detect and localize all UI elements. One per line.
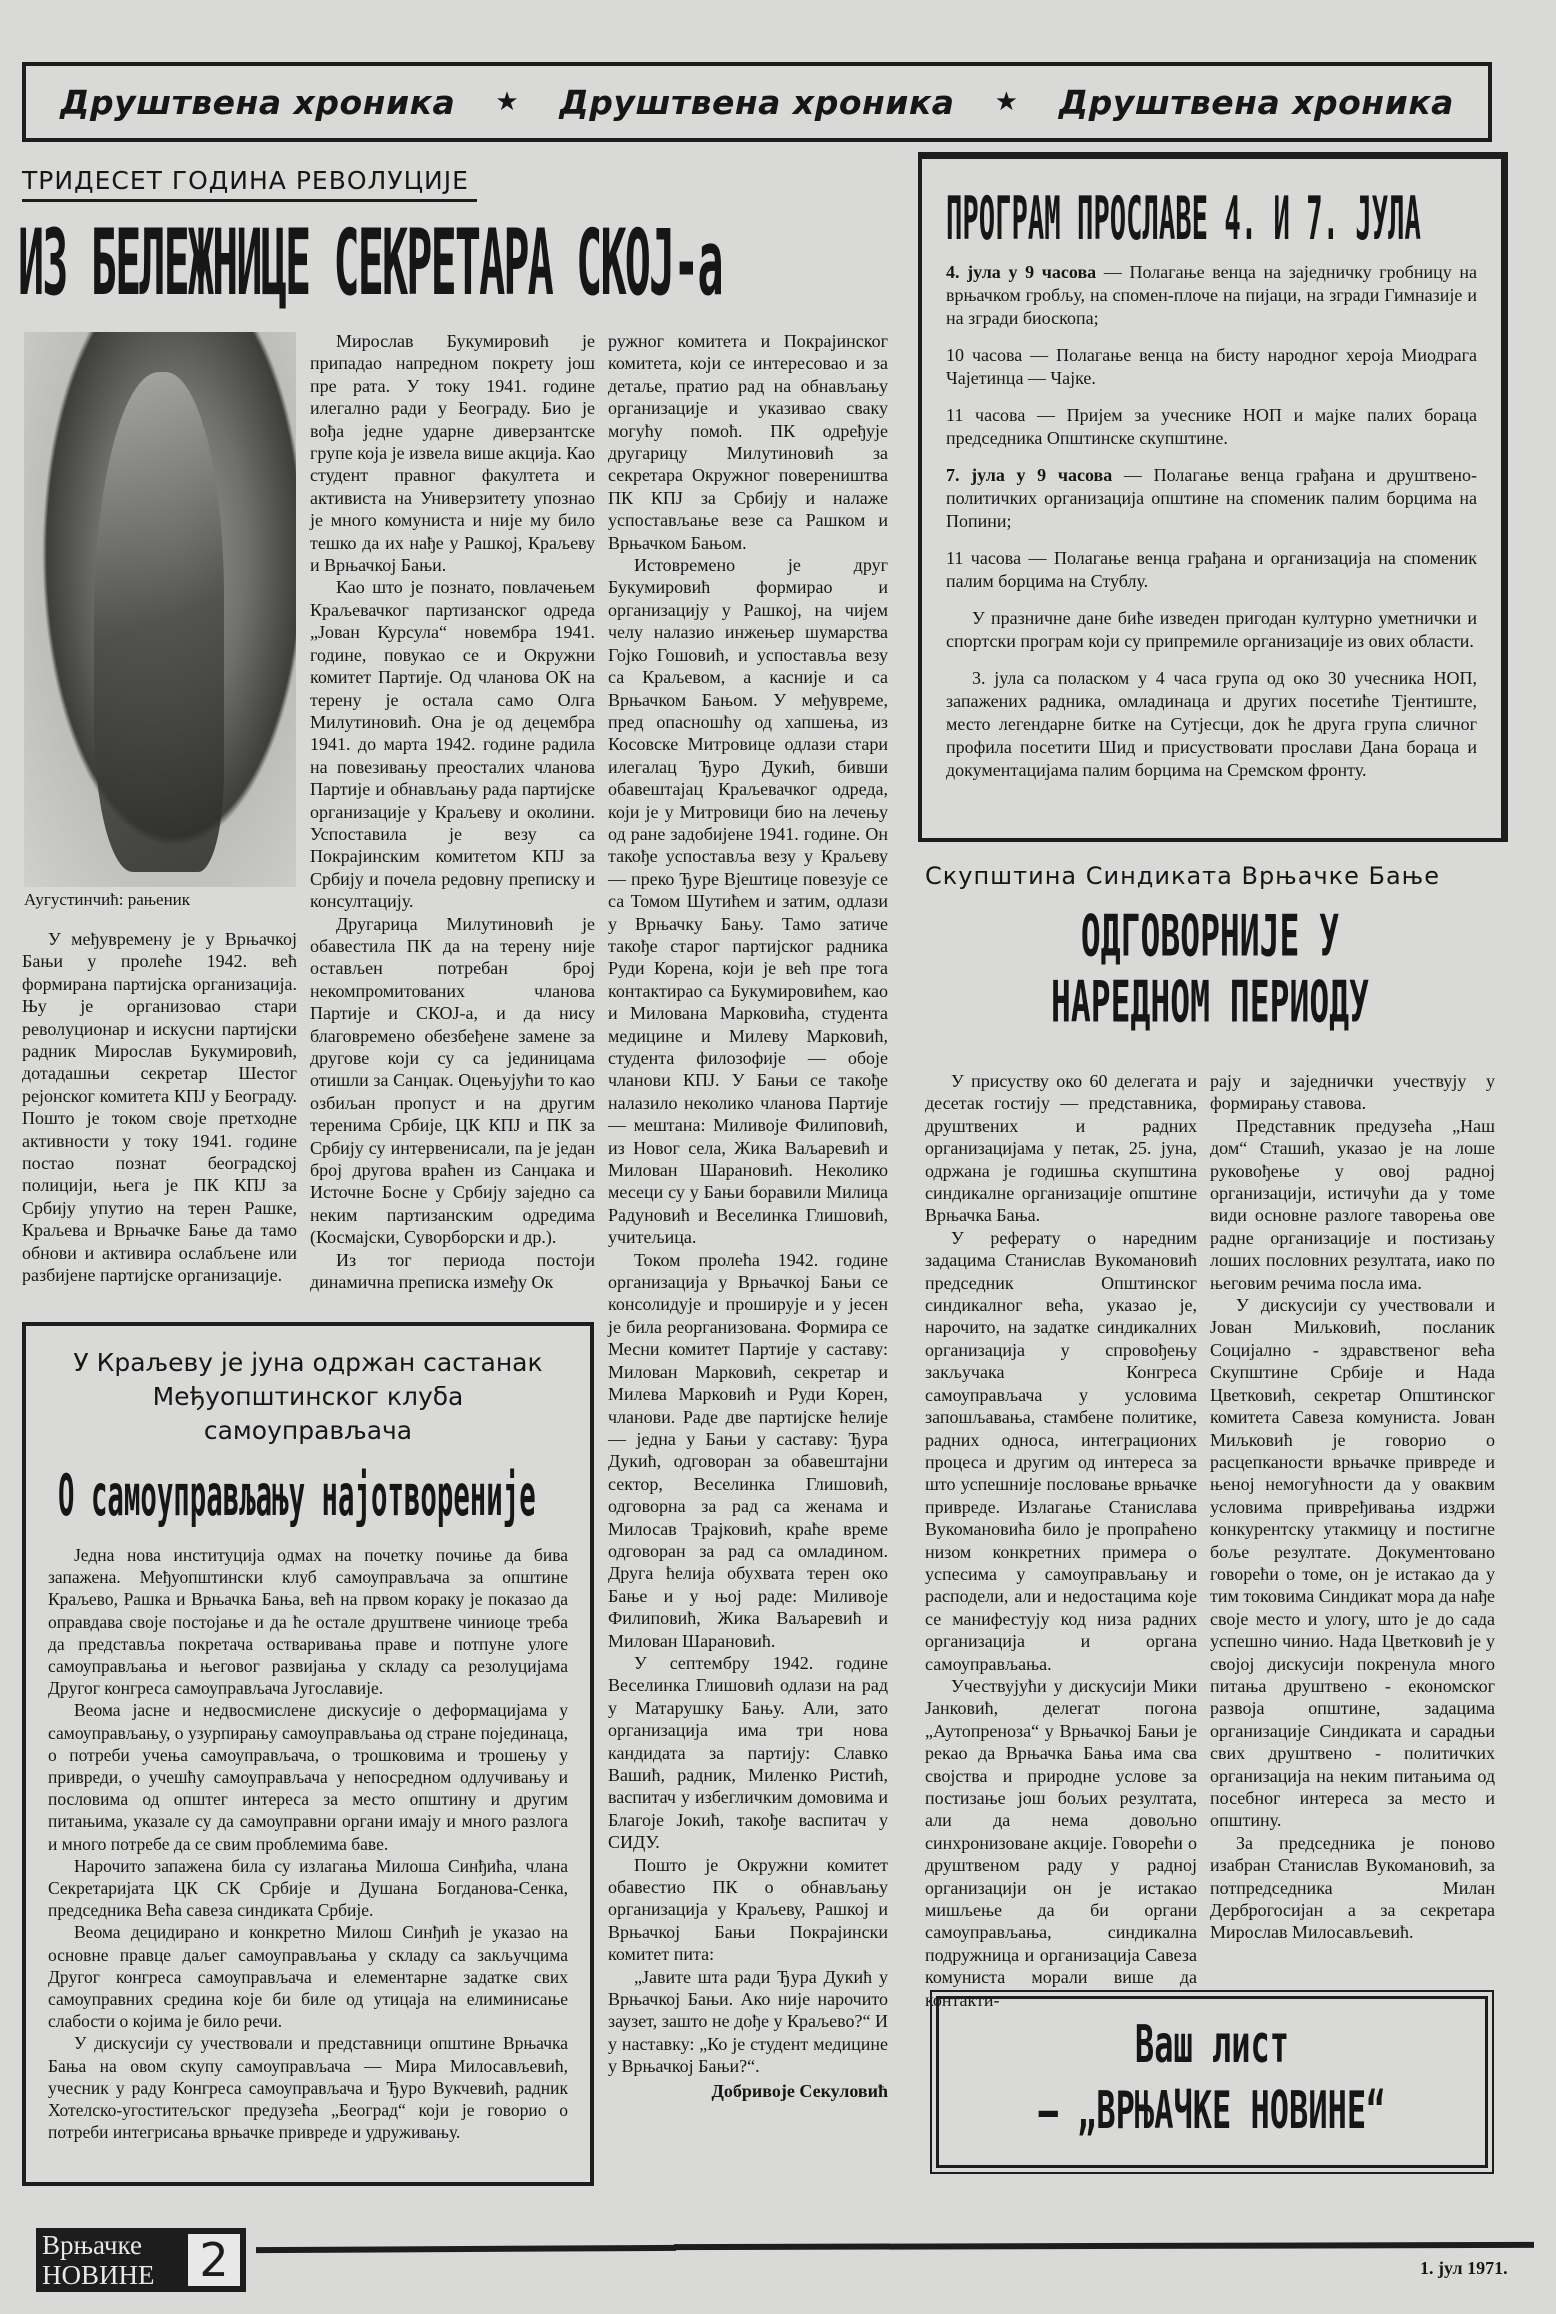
- footer-rule: [256, 2245, 676, 2253]
- article-column: [310, 330, 595, 1310]
- star-icon: ★: [495, 87, 520, 117]
- paragraph: ружног комитета и Покрајинског комитета, који се интересовао и за детаље, пратио рад на обнављању организације и указивао сваку могућу помоћ. ПК одређује другарицу Милутиновић за секретара Окружног повереништва ПК КПЈ за Србију и налаже успостављање везе са Рашком и Врњачком Бањом.: [608, 331, 888, 553]
- program-item: [946, 261, 1477, 330]
- newspaper-logo: [36, 2228, 246, 2292]
- article-body: [48, 1544, 568, 2234]
- paragraph: Нарочито запажена била су излагања Милоша Синђића, члана Секретаријата ЦК СК Србије и Душана Богданова-Сенка, председника Већа савеза синдиката Србије.: [48, 1855, 568, 1921]
- program-item: 11 часова — Полагање венца грађана и организација на споменик палим борцима на Стублу.: [946, 548, 1477, 591]
- paragraph: Истовремено је друг Букумировић формирао и организацију у Рашкој, на чијем челу налазио инжењер шумарства Гојко Гошовић, и успоставља везу са Краљевом, а касније и са Врњачком Бањом. У међувреме, пред опасношћу од хапшења, из Косовске Митровице одлази стари илегалац Ђуро Дукић, бивши обавештајац Краљевачког одреда, који је у Митровици био на лечењу од ране задобијене 1941. године. Он такође успоставља везу у Краљеву — преко Ђуре Вјештице повезује се са Томом Шутићем и затим, одлази у Врњачку Бању. Тамо затиче такође старог партијског радника Руди Корена, који је већ пре тога контактирао са Букумировићем, као и Милована Марковића, студента медицине и Милеву Марковић, студента филозофије — обоје чланови КПЈ. У Бањи се такође налазило неколико чланова Партије — мештана: Миливоје Филиповић, из Новог села, Жика Ваљаревић и Милован Шарановић. Неколико месеци су у Бањи боравили Милица Радуновић и Веселинка Глишовић, учитељица.: [608, 555, 888, 1248]
- paragraph: У међувремену је у Врњачкој Бањи у пролеће 1942. већ формирана партијска организација. Њу је организовао стари револуционар и искусни партијски радник Мирослав Букумировић, дотадашњи секретар Шестог рејонског комитета КПЈ у Београду. Пошто је током своје претходне активности у току 1941. године постао познат београдској полицији, њега је ПК КПЈ за Србију упутио на терен Рашке, Краљева и Врњачке Бање да тамо обнови и активира ослабљене или разбијене партијске организације.: [22, 929, 297, 1286]
- paragraph: Пошто је Окружни комитет обавестио ПК о обнављању организација у Краљеву, Рашкој и Врњачкој Бањи Покрајински комитет пита:: [608, 1854, 888, 1965]
- issue-date: 1. јул 1971.: [1420, 2258, 1508, 2278]
- program-headline: ПРОГРАМ ПРОСЛАВЕ 4. И 7. ЈУЛА: [946, 185, 1421, 254]
- article-kicker: ТРИДЕСЕТ ГОДИНА РЕВОЛУЦИЈЕ: [22, 166, 477, 202]
- logo-line: НОВИНЕ: [42, 2260, 155, 2290]
- section-header: [22, 62, 1492, 142]
- star-icon: ★: [994, 87, 1019, 117]
- paragraph: Мирослав Букумировић је припадао напредном покрету још пре рата. У току 1941. године илегално ради у Београду. Био је вођа једне ударне диверзантске групе која је извела више акција. Као студент правног факултета и активиста на Универзитету упознао је много комуниста и није му било тешко да их нађе у Рашкој, Краљеву и Врњачкој Бањи.: [310, 331, 595, 576]
- article-kicker: Скупштина Синдиката Врњачке Бање: [925, 862, 1441, 890]
- article-column: [608, 330, 888, 2220]
- program-text: — Полагање венца на заједничку гробницу на врњачком гробљу, на спомен-плоче на пијаци, на згради Гимназије и на згради биоскопа;: [946, 262, 1477, 328]
- program-box: [918, 152, 1508, 842]
- paragraph: Учествујући у дискусији Мики Јанковић, делегат погона „Аутопреноза“ у Врњачкој Бањи је рекао да Врњачка Бања има сва својства и природне услове за постизање још бољих резултата, али да нема довољно синхронизоване акције. Говорећи о друштвеном раду у радној организацији он је истакао мишљење да би органи самоуправљања, синдикална подружница и организација Савеза комуниста морали више да контакти-: [925, 1675, 1197, 2010]
- article-headline: ОДГОВОРНИЈЕ У: [1080, 903, 1340, 970]
- article-column: [1210, 1070, 1495, 1970]
- paragraph: У дискусији су учествовали и Јован Миљковић, посланик Социјално - здравственог већа Скупштине Србије и Нада Цветковић, секретар Општинског комитета Савеза комуниста. Јован Миљковић је говорио о расцепканости врњачке привреде и њеној немогућности да у оваквим условима привређивања издржи конкурентску утакмицу и постигне боље резултате. Документовано говорећи о томе, он је истакао да у тим токовима Синдикат мора да нађе своје место и улогу, што је до сада успешно чинио. Нада Цветковић је у својој дискусији покренула много питања друштвено - економског развоја општине, задацима организације Синдиката и сарадњи свих друштвено - политичких организација на неким питањима од посебног интереса за место и општину.: [1210, 1295, 1495, 1831]
- article-headline: НАРЕДНОМ ПЕРИОДУ: [1051, 969, 1369, 1036]
- paragraph: Другарица Милутиновић је обавестила ПК да на терену није остављен потребан број некомпромитованих чланова Партије и СКОЈ-а, и да нису благовремено обезбеђене замене за другове који су са јединицама отишли за Санџак. Оцењујући то као озбиљан пропуст и на другим теренима Србије, ЦК КПЈ и ПК за Србију су интервенисали, па је један број другова враћен из Санџака и Источне Босне у Србију заједно са неким партизанским одредима (Космајски, Суворборски и др.).: [310, 913, 595, 1248]
- promo-box: [936, 1996, 1488, 2168]
- article-box-selfmanagement: [22, 1322, 594, 2186]
- paragraph: Представник предузећа „Наш дом“ Сташић, указао је на лоше руковођење у овој радној организацији, истичући да у томе види основне разлоге таворења ове радне организације и постизању лоших пословних резултата, иако по његовим речима посла има.: [1210, 1115, 1495, 1293]
- sculpture-photo: [24, 332, 296, 887]
- footer-rule: [674, 2242, 1534, 2250]
- section-header-label: Друштвена хроника: [559, 82, 955, 122]
- paragraph: У присуству око 60 делегата и десетак гостију — представника, друштвених и радних организацијама у петак, 25. јуна, одржана је годишња скупштина синдикалне организације општине Врњачка Бања.: [925, 1071, 1197, 1226]
- article-kicker: У Краљеву је јуна одржан састанак Међуопштинског клуба самоуправљача: [73, 1348, 543, 1445]
- program-item: [946, 464, 1477, 533]
- program-date: 4. јула у 9 часова: [946, 262, 1097, 282]
- page-number: 2: [188, 2234, 240, 2286]
- paragraph: Веома децидирано и конкретно Милош Синђић је указао на основне правце даљег самоуправљања у складу са закључцима Другог конгреса самоуправљача и елементарне задатке свих самоуправних средина које би биле од утицаја на елиминисање слабости о којима је било речи.: [48, 1922, 568, 2032]
- promo-line: Ваш лист: [1134, 2015, 1290, 2075]
- paragraph: „Јавите шта ради Ђура Дукић у Врњачкој Бањи. Ако није нарочито заузет, зашто не дође у Краљево?“ И у наставку: „Ко је студент медицине у Врњачкој Бањи?“.: [608, 1966, 888, 2077]
- paragraph: Веома јасне и недвосмислене дискусије о деформацијама у самоуправљању, о узурпирању самоуправљања од стране појединаца, о потреби учења самоуправљача, о трошковима и трошењу у привреди, о учешћу самоуправљача у непосредном одлучивању и пословима од општег интереса за место општину и другим питањима, указале су да самоуправни органи имају и много разлога и много потребе да се свим проблемима баве.: [48, 1700, 568, 1854]
- program-item: 3. јула са поласком у 4 часа група од око 30 учесника НОП, запажених радника, омладинаца и других посетиће Тјентиште, место легендарне битке на Сутјесци, док ће друга група сличног профила посетити Шид и присуствовати прослави Дана бораца и документацијама палим борцима на Сремском фронту.: [946, 668, 1477, 780]
- paragraph: За председника је поново изабран Станислав Вукомановић, за потпредседника Милан Дерброгосијан а за секретара Мирослав Милосављевић.: [1210, 1832, 1495, 1943]
- program-list: [946, 261, 1477, 811]
- program-item: 10 часова — Полагање венца на бисту народног хероја Миодрага Чајетинца — Чајке.: [946, 345, 1477, 388]
- promo-line: — „ВРЊАЧКЕ НОВИНЕ“: [1038, 2081, 1386, 2141]
- logo-text: [42, 2230, 182, 2290]
- paragraph: рају и заједнички учествују у формирању ставова.: [1210, 1071, 1495, 1114]
- section-header-label: Друштвена хроника: [1058, 82, 1454, 122]
- program-date: 7. јула у 9 часова: [946, 465, 1113, 485]
- sculpture-figure: [94, 372, 224, 872]
- paragraph: У септембру 1942. године Веселинка Глишовић одлази на рад у Матарушку Бању. Али, зато организација има три нова кандидата за партију: Славко Вашић, радник, Миленко Ристић, васпитач у избегличким домовима и Благоје Јокић, такође васпитач у СИДУ.: [608, 1652, 888, 1853]
- headline-wrap: [58, 1464, 568, 1530]
- program-text: — Полагање венца грађана и друштвено-политичких организација општине на споменик палим борцима на Попини;: [946, 465, 1477, 531]
- headline-wrap: [925, 903, 1495, 1036]
- paragraph: Из тог периода постоји динамична преписка између Ок: [310, 1249, 595, 1293]
- photo-caption: Аугустинчић: рањеник: [24, 890, 191, 909]
- article-column: [22, 928, 297, 1298]
- program-item: 11 часова — Пријем за учеснике НОП и мајке палих бораца председника Општинске скупштине.: [946, 405, 1477, 448]
- headline-wrap: [946, 185, 1477, 261]
- paragraph: У реферату о наредним задацима Станислав Вукомановић председник Општинског синдикалног већа, указао је, нарочито, на задатке синдикалних организација у спровођењу закључака Конгреса самоуправљача у условима запошљавања, стамбене политике, радних односа, интеграционих процеса и другим од интереса за што успешније пословање врњачке привреде. Излагање Станислава Вукомановића било је пропраћено низом конкретних примера о успесима у самоуправљању и расподели, али и недостацима које се манифестују код низа радних организација и органа самоуправљања.: [925, 1227, 1197, 1674]
- author-signature: Добривоје Секуловић: [711, 2080, 888, 2101]
- paragraph: У дискусији су учествовали и представници општине Врњачка Бања на овом скупу самоуправљача — Мира Милосављевић, учесник у раду Конгреса самоуправљача и Ђуро Вукчевић, радник Хотелско-угоститељског предузећа „Београд“ који је говорио о потреби интегрисања врњачке привреде и удруживању.: [48, 2033, 568, 2143]
- logo-line: Врњачке: [42, 2230, 142, 2260]
- paragraph: Током пролећа 1942. године организација у Врњачкој Бањи се консолидује и проширује и у јесен је била реорганизована. Формира се Месни комитет Партије у саставу: Милован Марковић, секретар и Милева Марковић и Руди Корен, чланови. Раде две партијске ћелије — једна у Бањи у саставу: Ђура Дукић, одговоран за обавештајни сектор, Веселинка Глишовић, одговорна за рад са женама и Милосав Трајковић, краће време одговоран за рад са омладином. Друга ћелија обухвата терен око Бање и у њој раде: Миливоје Филиповић, Жика Ваљаревић и Милован Шарановић.: [608, 1249, 888, 1651]
- paragraph: Као што је познато, повлачењем Краљевачког партизанског одреда „Јован Курсула“ новембра 1941. године, повукао се и Окружни комитет Партије. Од чланова ОК на терену је остала само Олга Милутиновић. Она је од децембра 1941. до марта 1942. године радила на повезивању преосталих чланова Партије и обнављању рада партијске организације у Краљеву и околини. Успоставила је везу са Покрајинским комитетом КПЈ за Србију и почела редовну преписку и консултацију.: [310, 577, 595, 912]
- section-header-label: Друштвена хроника: [60, 82, 456, 122]
- article-headline: ИЗ БЕЛЕЖНИЦЕ СЕКРЕТАРА СКОЈ-а: [18, 209, 722, 316]
- program-item: У празничне дане биће изведен пригодан културно уметнички и спортски програм који су припремиле организације из ових области.: [946, 608, 1477, 651]
- article-column: [925, 1070, 1197, 2010]
- article-headline: О самоуправљању најотвореније: [58, 1462, 536, 1529]
- paragraph: Једна нова институција одмах на почетку почиње да бива запажена. Међуопштински клуб самоуправљача за општине Краљево, Рашка и Врњачка Бања, већ на првом кораку је показао да оправдава своје постојање и да ће остале друштвене чиниоце треба да представља покретача остваривања праве и потпуне улоге самоуправљања и његовог развијања у складу са резолуцијама Другог конгреса самоуправљача Југославије.: [48, 1545, 568, 1699]
